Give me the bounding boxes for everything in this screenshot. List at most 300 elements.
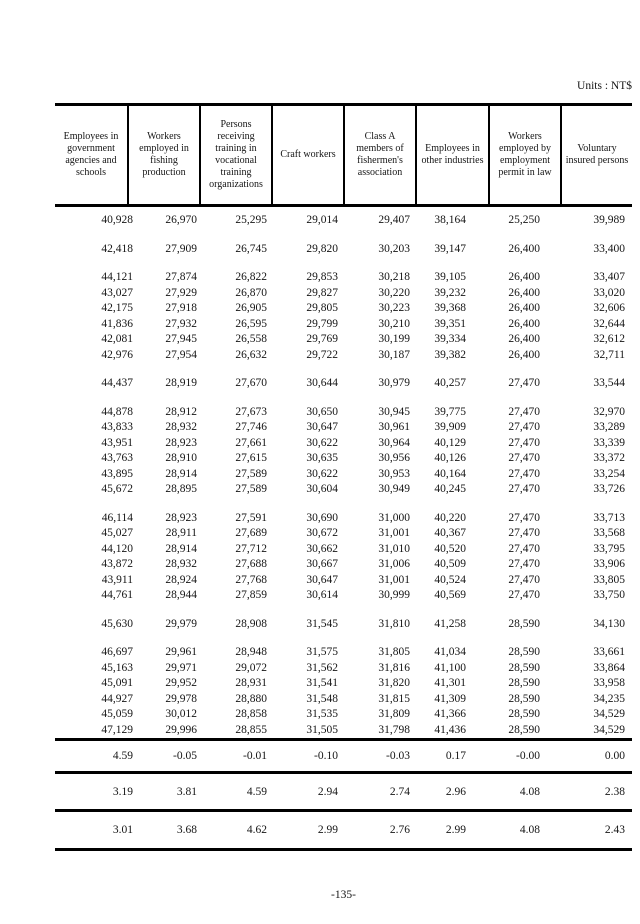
table-cell: 28,923 (165, 436, 197, 449)
table-cell: 29,979 (165, 617, 197, 630)
row-group (55, 242, 632, 258)
table-cell: 44,121 (101, 271, 133, 283)
column-header-permit-workers: Workers employed by employment permit in law (488, 106, 560, 204)
table-cell: 25,250 (508, 214, 540, 226)
table-cell: 26,400 (508, 242, 540, 255)
table-cell: 43,951 (101, 436, 133, 449)
row-group (55, 645, 632, 738)
table-row (55, 301, 632, 317)
table-cell: 29,820 (306, 242, 338, 255)
table-cell: 33,864 (593, 661, 625, 674)
table-cell: 27,859 (235, 589, 267, 601)
table-cell: 39,334 (434, 333, 466, 345)
table-cell: -0.00 (516, 750, 540, 762)
table-cell: 47,129 (101, 723, 133, 736)
table-cell: 28,932 (165, 558, 197, 570)
table-cell: 45,091 (101, 677, 133, 689)
table-cell: 30,187 (378, 348, 410, 361)
table-cell: 31,820 (378, 677, 410, 689)
table-cell: 2.99 (317, 824, 338, 836)
table-row (55, 707, 632, 723)
row-group (55, 213, 632, 229)
table-cell: 39,147 (434, 242, 466, 255)
table-cell: 28,931 (235, 677, 267, 689)
table-cell: 27,673 (235, 405, 267, 418)
table-cell: 27,470 (508, 467, 540, 480)
table-cell: 33,400 (593, 242, 625, 255)
column-header-fishing-workers: Workers employed in fishing production (127, 106, 199, 204)
table-cell: 30,635 (306, 452, 338, 464)
table-cell: 26,632 (235, 348, 267, 361)
table-cell: 29,072 (235, 661, 267, 674)
table-cell: 29,805 (306, 302, 338, 314)
table-cell: 28,910 (165, 452, 197, 464)
table-cell: 33,339 (593, 436, 625, 449)
table-cell: 31,816 (378, 661, 410, 674)
table-row (55, 573, 632, 589)
table-cell: 28,590 (508, 708, 540, 720)
table-cell: 26,400 (508, 302, 540, 314)
table-row (55, 467, 632, 483)
table-cell: 27,589 (235, 467, 267, 480)
table-cell: 27,470 (508, 436, 540, 449)
table-cell: 33,805 (593, 573, 625, 586)
table-row (55, 405, 632, 421)
table-cell: 29,722 (306, 348, 338, 361)
table-cell: 30,662 (306, 542, 338, 555)
table-cell: 39,909 (434, 421, 466, 433)
table-cell: 44,120 (101, 542, 133, 555)
table-cell: 2.43 (604, 824, 625, 836)
table-cell: 40,129 (434, 436, 466, 449)
table-cell: 27,470 (508, 511, 540, 524)
table-cell: 28,855 (235, 723, 267, 736)
table-cell: 27,615 (235, 452, 267, 464)
table-cell: 30,945 (378, 405, 410, 418)
table-cell: 30,220 (378, 286, 410, 299)
table-row (55, 270, 632, 286)
table-cell: 33,289 (593, 421, 625, 433)
table-cell: 30,690 (306, 511, 338, 524)
table-cell: 28,895 (165, 483, 197, 495)
table-cell: 3.81 (176, 785, 197, 798)
table-cell: 2.99 (445, 824, 466, 836)
table-cell: 32,711 (593, 348, 625, 361)
table-row (55, 617, 632, 633)
table-cell: 45,672 (101, 483, 133, 495)
table-cell: 33,713 (593, 511, 625, 524)
table-cell: 28,590 (508, 646, 540, 658)
table-cell: 31,006 (378, 558, 410, 570)
table-cell: 30,622 (306, 436, 338, 449)
table-cell: 31,798 (378, 723, 410, 736)
table-cell: 30,012 (165, 708, 197, 720)
table-row (55, 588, 632, 604)
table-cell: 31,000 (378, 511, 410, 524)
table-cell: 32,606 (593, 302, 625, 314)
table-cell: 30,672 (306, 527, 338, 539)
table-cell: 34,130 (593, 617, 625, 630)
table-cell: 26,905 (235, 302, 267, 314)
table-cell: 27,470 (508, 452, 540, 464)
table-cell: 33,544 (593, 377, 625, 389)
table-row (55, 645, 632, 661)
table-cell: 39,232 (434, 286, 466, 299)
table-cell: 30,644 (306, 377, 338, 389)
table-cell: 33,407 (593, 271, 625, 283)
table-row (55, 332, 632, 348)
table-cell: 27,874 (165, 271, 197, 283)
table-cell: 39,368 (434, 302, 466, 314)
table-cell: 26,558 (235, 333, 267, 345)
table-cell: 30,199 (378, 333, 410, 345)
table-cell: 40,126 (434, 452, 466, 464)
table-cell: 30,604 (306, 483, 338, 495)
table-row (55, 348, 632, 364)
table-cell: 40,367 (434, 527, 466, 539)
table-cell: 33,750 (593, 589, 625, 601)
table-cell: 44,927 (101, 692, 133, 705)
table-cell: 27,932 (165, 317, 197, 330)
table-cell: 2.38 (604, 785, 625, 798)
table-cell: 40,220 (434, 511, 466, 524)
table-cell: -0.05 (173, 750, 197, 762)
table-cell: 40,524 (434, 573, 466, 586)
units-label: Units : NT$ (577, 80, 632, 92)
table-cell: 28,880 (235, 692, 267, 705)
table-cell: -0.03 (386, 750, 410, 762)
summary-row-1 (55, 738, 632, 771)
table-cell: 31,805 (378, 646, 410, 658)
table-cell: 27,768 (235, 573, 267, 586)
table-row (55, 676, 632, 692)
table-cell: 46,697 (101, 646, 133, 658)
table-cell: 28,932 (165, 421, 197, 433)
table-cell: 26,595 (235, 317, 267, 330)
row-group (55, 270, 632, 363)
table-cell: 27,591 (235, 511, 267, 524)
table-row (55, 557, 632, 573)
column-header-vocational-trainees: Persons receiving training in vocational training organizations (199, 106, 271, 204)
table-row (55, 451, 632, 467)
table-cell: 26,822 (235, 271, 267, 283)
row-group (55, 511, 632, 604)
table-cell: 28,924 (165, 573, 197, 586)
table-cell: 39,382 (434, 348, 466, 361)
table-cell: 27,918 (165, 302, 197, 314)
table-cell: 25,295 (235, 214, 267, 226)
table-cell: 4.08 (519, 785, 540, 798)
table-cell: 27,470 (508, 558, 540, 570)
table-cell: 29,827 (306, 286, 338, 299)
table-row (55, 661, 632, 677)
table-cell: 28,948 (235, 646, 267, 658)
table-cell: 28,858 (235, 708, 267, 720)
table-cell: 41,100 (434, 661, 466, 674)
table-cell: 27,589 (235, 483, 267, 495)
table-cell: 29,971 (165, 661, 197, 674)
table-cell: 30,203 (378, 242, 410, 255)
table-cell: 41,034 (434, 646, 466, 658)
table-row (55, 420, 632, 436)
table-cell: 30,650 (306, 405, 338, 418)
table-cell: 31,001 (378, 527, 410, 539)
table-cell: 40,509 (434, 558, 466, 570)
table-cell: 27,661 (235, 436, 267, 449)
table-cell: 41,301 (434, 677, 466, 689)
table-row (55, 542, 632, 558)
table-cell: 26,400 (508, 348, 540, 361)
table-cell: 31,001 (378, 573, 410, 586)
table-row (55, 376, 632, 392)
table-cell: 30,979 (378, 377, 410, 389)
table-cell: 29,407 (378, 214, 410, 226)
table-cell: 30,667 (306, 558, 338, 570)
table-row (55, 286, 632, 302)
table-cell: 28,911 (165, 527, 197, 539)
table-cell: 4.59 (112, 750, 133, 762)
table-cell: 27,470 (508, 527, 540, 539)
table-cell: 29,799 (306, 317, 338, 330)
row-group (55, 376, 632, 392)
table-cell: 2.94 (317, 785, 338, 798)
table-cell: 40,245 (434, 483, 466, 495)
table-cell: 27,470 (508, 421, 540, 433)
table-cell: 3.68 (176, 824, 197, 836)
table-cell: 2.96 (445, 785, 466, 798)
table-cell: 29,952 (165, 677, 197, 689)
table-cell: 27,470 (508, 405, 540, 418)
table-cell: 28,944 (165, 589, 197, 601)
table-cell: 33,372 (593, 452, 625, 464)
table-cell: 2.76 (389, 824, 410, 836)
table-cell: 3.19 (112, 785, 133, 798)
table-cell: 28,914 (165, 467, 197, 480)
table-cell: 32,612 (593, 333, 625, 345)
table-cell: 31,505 (306, 723, 338, 736)
table-cell: 33,726 (593, 483, 625, 495)
table-cell: 30,218 (378, 271, 410, 283)
table-cell: 39,351 (434, 317, 466, 330)
table-cell: 29,961 (165, 646, 197, 658)
table-cell: 27,470 (508, 377, 540, 389)
table-cell: 31,535 (306, 708, 338, 720)
table-cell: 40,569 (434, 589, 466, 601)
table-cell: -0.10 (314, 750, 338, 762)
table-cell: 32,644 (593, 317, 625, 330)
table-cell: 43,763 (101, 452, 133, 464)
table-cell: 41,258 (434, 617, 466, 630)
table-cell: 27,712 (235, 542, 267, 555)
table-cell: 45,163 (101, 661, 133, 674)
table-cell: 28,590 (508, 661, 540, 674)
table-cell: 33,958 (593, 677, 625, 689)
summary-row-2 (55, 771, 632, 809)
table-cell: 31,810 (378, 617, 410, 630)
table-cell: 33,906 (593, 558, 625, 570)
table-cell: 30,964 (378, 436, 410, 449)
table-cell: 30,999 (378, 589, 410, 601)
table-cell: 28,923 (165, 511, 197, 524)
table-cell: 26,745 (235, 242, 267, 255)
table-cell: -0.01 (243, 750, 267, 762)
table-cell: 45,027 (101, 527, 133, 539)
table-cell: 38,164 (434, 214, 466, 226)
table-cell: 30,956 (378, 452, 410, 464)
table-cell: 44,761 (101, 589, 133, 601)
table-cell: 28,914 (165, 542, 197, 555)
row-group (55, 405, 632, 498)
table-cell: 41,309 (434, 692, 466, 705)
table-cell: 30,953 (378, 467, 410, 480)
table-cell: 28,919 (165, 377, 197, 389)
table-cell: 43,833 (101, 421, 133, 433)
table-cell: 41,836 (101, 317, 133, 330)
table-cell: 29,853 (306, 271, 338, 283)
table-cell: 30,210 (378, 317, 410, 330)
table-cell: 28,908 (235, 617, 267, 630)
table-cell: 27,470 (508, 573, 540, 586)
table-cell: 2.74 (389, 785, 410, 798)
table-cell: 31,809 (378, 708, 410, 720)
table-cell: 46,114 (101, 511, 133, 524)
table-cell: 31,562 (306, 661, 338, 674)
table-cell: 31,575 (306, 646, 338, 658)
table-row (55, 692, 632, 708)
table-cell: 27,909 (165, 242, 197, 255)
table-cell: 44,878 (101, 405, 133, 418)
table-cell: 39,775 (434, 405, 466, 418)
table-row (55, 511, 632, 527)
table-cell: 43,872 (101, 558, 133, 570)
table-cell: 33,795 (593, 542, 625, 555)
table-cell: 34,529 (593, 723, 625, 736)
table-cell: 30,614 (306, 589, 338, 601)
table-cell: 33,020 (593, 286, 625, 299)
table-cell: 42,418 (101, 242, 133, 255)
table-cell: 41,436 (434, 723, 466, 736)
table-cell: 3.01 (112, 824, 133, 836)
table-cell: 30,622 (306, 467, 338, 480)
table-cell: 30,223 (378, 302, 410, 314)
table-cell: 33,661 (593, 646, 625, 658)
table-row (55, 317, 632, 333)
table-cell: 40,164 (434, 467, 466, 480)
table-cell: 26,400 (508, 286, 540, 299)
table-cell: 31,541 (306, 677, 338, 689)
table-cell: 32,970 (593, 405, 625, 418)
table-cell: 4.62 (246, 824, 267, 836)
table-cell: 26,400 (508, 333, 540, 345)
column-header-other-industries: Employees in other industries (415, 106, 488, 204)
table-cell: 27,746 (235, 421, 267, 433)
table-cell: 34,235 (593, 692, 625, 705)
table-cell: 43,027 (101, 286, 133, 299)
table-cell: 27,670 (235, 377, 267, 389)
table-row (55, 242, 632, 258)
table-cell: 40,928 (101, 214, 133, 226)
table-cell: 29,769 (306, 333, 338, 345)
table-cell: 43,911 (101, 573, 133, 586)
table-cell: 27,470 (508, 589, 540, 601)
table-cell: 41,366 (434, 708, 466, 720)
table-cell: 42,175 (101, 302, 133, 314)
table-cell: 45,059 (101, 708, 133, 720)
table-cell: 27,470 (508, 542, 540, 555)
table-cell: 27,688 (235, 558, 267, 570)
column-header-craft-workers: Craft workers (271, 106, 343, 204)
table-cell: 43,895 (101, 467, 133, 480)
table-cell: 31,815 (378, 692, 410, 705)
table-cell: 31,545 (306, 617, 338, 630)
table-cell: 0.00 (604, 750, 625, 762)
table-cell: 33,568 (593, 527, 625, 539)
table-cell: 31,010 (378, 542, 410, 555)
column-header-government-employees: Employees in government agencies and schools (63, 131, 119, 178)
table-header-row (55, 103, 632, 207)
table-cell: 44,437 (101, 377, 133, 389)
table-cell: 4.08 (519, 824, 540, 836)
table-cell: 26,870 (235, 286, 267, 299)
table-cell: 39,989 (593, 214, 625, 226)
table-cell: 4.59 (246, 785, 267, 798)
row-group (55, 617, 632, 633)
table-cell: 26,400 (508, 317, 540, 330)
table-cell: 27,470 (508, 483, 540, 495)
column-header-voluntary-insured: Voluntary insured persons (560, 106, 632, 204)
table-cell: 29,996 (165, 723, 197, 736)
table-row (55, 526, 632, 542)
table-cell: 42,976 (101, 348, 133, 361)
table-cell: 27,945 (165, 333, 197, 345)
table-cell: 42,081 (101, 333, 133, 345)
page-number: -135- (331, 889, 356, 901)
table-cell: 29,014 (306, 214, 338, 226)
table-cell: 0.17 (445, 750, 466, 762)
table-cell: 28,590 (508, 692, 540, 705)
table-cell: 28,590 (508, 677, 540, 689)
table-cell: 40,520 (434, 542, 466, 555)
table-cell: 30,949 (378, 483, 410, 495)
table-cell: 28,590 (508, 617, 540, 630)
table-row (55, 482, 632, 498)
table-cell: 29,978 (165, 692, 197, 705)
table-cell: 45,630 (101, 617, 133, 630)
table-cell: 30,961 (378, 421, 410, 433)
column-header-fishermen-members: Class A members of fishermen's association (343, 106, 415, 204)
table-cell: 26,970 (165, 214, 197, 226)
table-row (55, 436, 632, 452)
table-cell: 40,257 (434, 377, 466, 389)
table-cell: 26,400 (508, 271, 540, 283)
table-body (55, 207, 632, 738)
table-cell: 27,929 (165, 286, 197, 299)
table-cell: 33,254 (593, 467, 625, 480)
table-row (55, 723, 632, 739)
table-cell: 39,105 (434, 271, 466, 283)
table-cell: 30,647 (306, 421, 338, 433)
table-cell: 28,590 (508, 723, 540, 736)
table-cell: 31,548 (306, 692, 338, 705)
table-cell: 30,647 (306, 573, 338, 586)
table-row (55, 213, 632, 229)
summary-row-3 (55, 809, 632, 851)
table-cell: 28,912 (165, 405, 197, 418)
table-cell: 27,954 (165, 348, 197, 361)
table-cell: 34,529 (593, 708, 625, 720)
statistics-table (55, 103, 632, 851)
table-cell: 27,689 (235, 527, 267, 539)
